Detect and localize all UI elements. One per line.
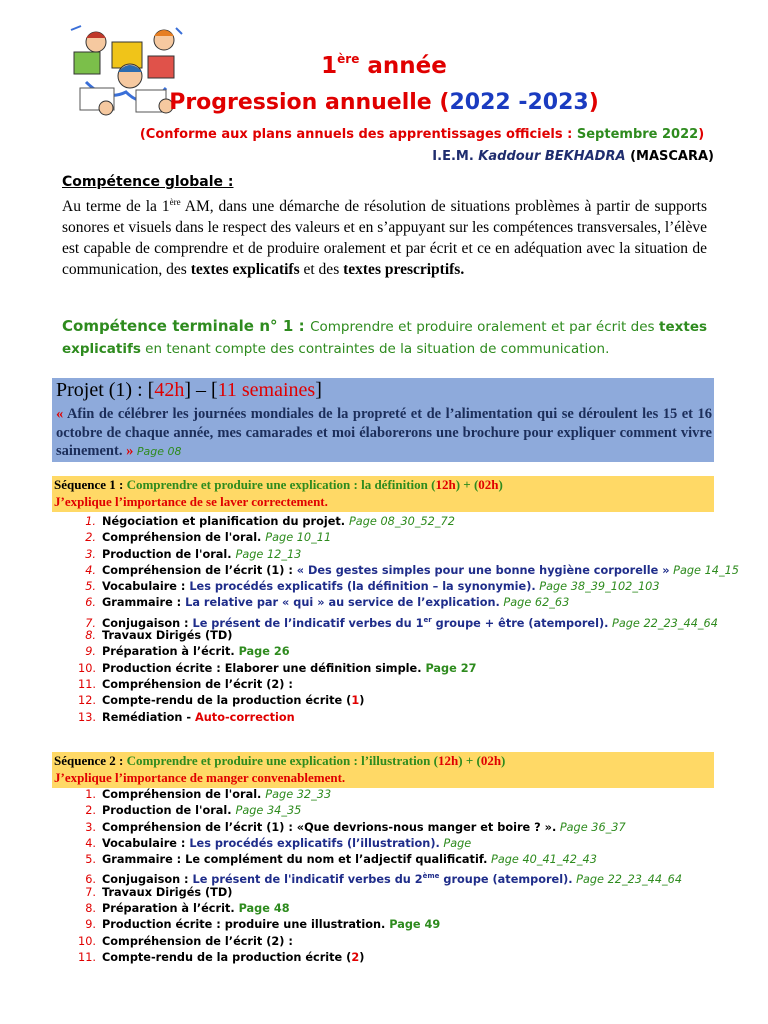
list-item: 1. Négociation et planification du projet. Page 08_30_52_72 [85, 515, 455, 528]
project-box [52, 378, 714, 462]
project-title: Projet (1) : [42h] – [11 semaines] [56, 379, 322, 401]
sequence-2-header: Séquence 2 : Comprendre et produire une explication : l’illustration (12h) + (02h) J’explique l’importance de manger convenablement. [52, 752, 714, 788]
year-title: 1ère année [321, 52, 447, 79]
list-item: 11. Compréhension de l’écrit (2) : [78, 677, 293, 691]
list-item: 6. Grammaire : La relative par « qui » au service de l’explication. Page 62_63 [85, 596, 570, 610]
list-item: 6. Conjugaison : Le présent de l'indicatif verbes du 2ème groupe (atemporel). Page 22_23_44_64 [85, 872, 683, 887]
list-item: 9. Préparation à l’écrit. Page 26 [85, 645, 290, 659]
sequence-1-list [62, 514, 739, 726]
list-item: 10. Production écrite : Elaborer une définition simple. Page 27 [78, 661, 477, 675]
page-title: Progression annuelle (2022 -2023) [169, 90, 599, 115]
sequence-2-list [62, 787, 722, 966]
project-description: « Afin de célébrer les journées mondiales de la propreté et de l’alimentation qui se déroulent les 15 et 16 octobre de chaque année, mes camarades et moi élaborerons une brochure pour expliquer comment vivre sainement. » Page 08 [56, 406, 712, 459]
competence-terminale: Compétence terminale n° 1 : Comprendre et produire oralement et par écrit des textes explicatifs en tenant compte des contraintes de la situation de communication. [62, 317, 708, 357]
list-item: 11. Compte-rendu de la production écrite (2) [78, 950, 365, 964]
competence-globale-text: Au terme de la 1ère AM, dans une démarche de résolution de situations problèmes à partir de supports sonores et visuels dans le respect des valeurs et en s’appuyant sur les compétences transversales, l’élève est capable de comprendre et de produire oralement et par écrit et ce en adéquation avec la situation de communication, des textes explicatifs et des textes prescriptifs. [62, 197, 707, 278]
list-item: 7. Travaux Dirigés (TD) [85, 885, 233, 899]
author-line: I.E.M. Kaddour BEKHADRA (MASCARA) [432, 149, 714, 164]
list-item: 5. Vocabulaire : Les procédés explicatifs (la définition – la synonymie). Page 38_39_102_103 [85, 580, 660, 594]
list-item: 4. Vocabulaire : Les procédés explicatifs (l’illustration). Page [85, 836, 472, 850]
list-item: 8. Préparation à l’écrit. Page 48 [85, 902, 290, 916]
list-item: 8. Travaux Dirigés (TD) [85, 629, 233, 643]
competence-globale-title: Compétence globale : [62, 174, 234, 190]
list-item: 13. Remédiation - Auto-correction [78, 710, 295, 724]
list-item: 1. Compréhension de l'oral. Page 32_33 [85, 788, 332, 801]
list-item: 10. Compréhension de l’écrit (2) : [78, 934, 293, 948]
list-item: 2. Compréhension de l'oral. Page 10_11 [85, 531, 332, 545]
sequence-1-header: Séquence 1 : Comprendre et produire une explication : la définition (12h) + (02h) J’explique l’importance de se laver correctement. [52, 476, 714, 512]
list-item: 2. Production de l'oral. Page 34_35 [85, 804, 302, 818]
list-item: 3. Production de l'oral. Page 12_13 [85, 547, 302, 561]
list-item: 12. Compte-rendu de la production écrite (1) [78, 694, 365, 708]
list-item: 9. Production écrite : produire une illustration. Page 49 [85, 918, 441, 932]
list-item: 4. Compréhension de l’écrit (1) : « Des gestes simples pour une bonne hygiène corporelle » Page 14_15 [85, 563, 739, 577]
list-item: 7. Conjugaison : Le présent de l’indicatif verbes du 1er groupe + être (atemporel). Page 22_23_44_64 [85, 615, 718, 630]
list-item: 3. Compréhension de l’écrit (1) : «Que devrions-nous manger et boire ? ». Page 36_37 [85, 820, 626, 834]
list-item: 5. Grammaire : Le complément du nom et l’adjectif qualificatif. Page 40_41_42_43 [85, 853, 597, 867]
conformity-note: (Conforme aux plans annuels des apprentissages officiels : Septembre 2022) [139, 127, 705, 142]
